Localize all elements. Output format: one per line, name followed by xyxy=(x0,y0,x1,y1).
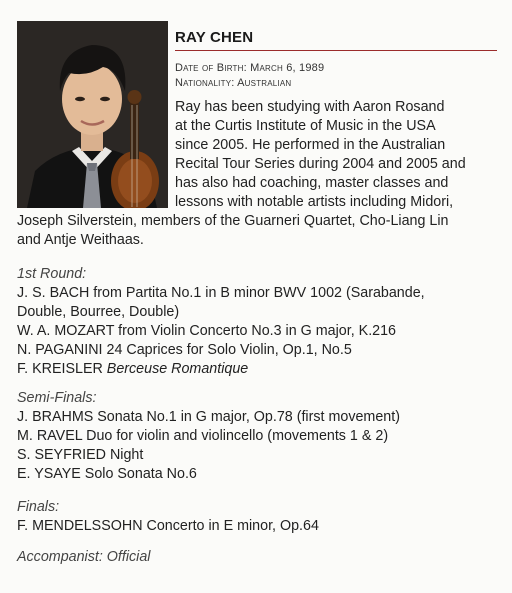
bio-line: at the Curtis Institute of Music in the USA xyxy=(175,118,436,134)
biography xyxy=(17,98,497,250)
dob-value: March 6, 1989 xyxy=(250,62,325,74)
repertoire-item: S. SEYFRIED Night xyxy=(17,447,144,463)
dob-label: Date of Birth: xyxy=(175,62,247,74)
repertoire-item: E. YSAYE Solo Sonata No.6 xyxy=(17,466,197,482)
semi-finals-section xyxy=(17,389,502,484)
name-divider xyxy=(175,50,497,51)
repertoire-item: N. PAGANINI 24 Caprices for Solo Violin, Op.1, No.5 xyxy=(17,342,352,358)
bio-line: Ray has been studying with Aaron Rosand xyxy=(175,99,445,115)
repertoire-item xyxy=(17,360,502,379)
date-of-birth xyxy=(175,62,324,74)
semi-finals-heading: Semi-Finals: xyxy=(17,390,97,406)
bio-line: and Antje Weithaas. xyxy=(17,232,144,248)
accompanist-section xyxy=(17,548,502,567)
kreisler-title: Berceuse Romantique xyxy=(106,361,249,377)
bio-line: Recital Tour Series during 2004 and 2005 and xyxy=(175,156,466,172)
finals-heading: Finals: xyxy=(17,499,60,515)
first-round-heading: 1st Round: xyxy=(17,266,87,282)
accompanist-note: Accompanist: Official xyxy=(17,549,151,565)
repertoire-item: J. S. BACH from Partita No.1 in B minor BWV 1002 (Sarabande, xyxy=(17,285,425,301)
nationality-label: Nationality: xyxy=(175,77,235,89)
repertoire-item: Double, Bourree, Double) xyxy=(17,304,180,320)
bio-line: Joseph Silverstein, members of the Guarneri Quartet, Cho-Liang Lin xyxy=(17,213,449,229)
bio-line: lessons with notable artists including Midori, xyxy=(175,194,454,210)
bio-line: since 2005. He performed in the Australian xyxy=(175,137,446,153)
repertoire-item: W. A. MOZART from Violin Concerto No.3 in G major, K.216 xyxy=(17,323,397,339)
bio-line: has also had coaching, master classes and xyxy=(175,175,449,191)
nationality xyxy=(175,77,291,89)
repertoire-item: F. MENDELSSOHN Concerto in E minor, Op.64 xyxy=(17,518,319,534)
first-round-section xyxy=(17,265,502,379)
repertoire-item: M. RAVEL Duo for violin and violincello (movements 1 & 2) xyxy=(17,428,389,444)
finals-section xyxy=(17,498,502,536)
nationality-value: Australian xyxy=(237,77,292,89)
kreisler-composer: F. KREISLER xyxy=(17,361,107,377)
performer-name: RAY CHEN xyxy=(175,29,254,46)
repertoire-item: J. BRAHMS Sonata No.1 in G major, Op.78 (first movement) xyxy=(17,409,400,425)
